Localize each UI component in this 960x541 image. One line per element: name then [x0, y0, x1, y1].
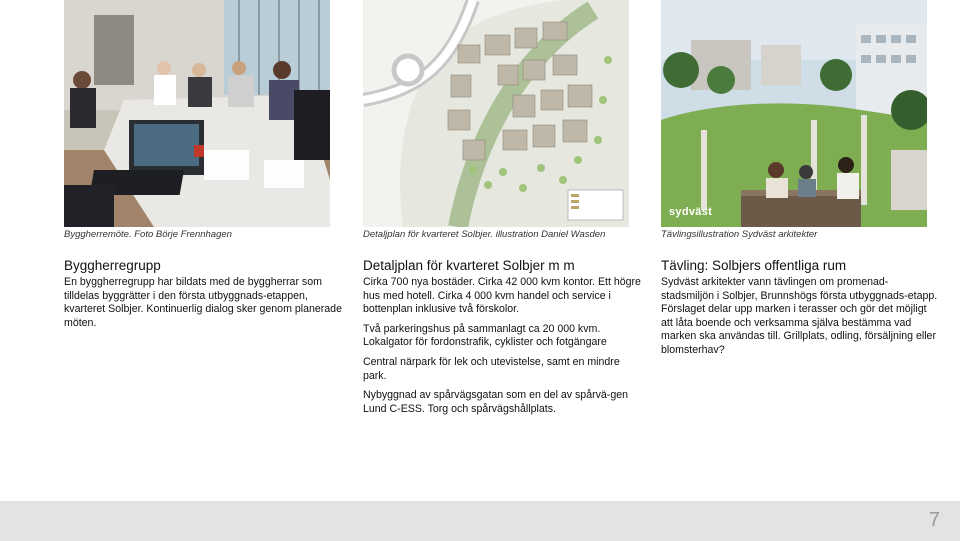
paragraph: Cirka 700 nya bostäder. Cirka 42 000 kvm kontor. Ett högre hus med hotell. Cirka 4 000 kvm handel och service i bottenplan inklusive två förskolor.	[363, 276, 641, 316]
section-heading: Tävling: Solbjers offentliga rum	[661, 258, 847, 273]
paragraph: En byggherregrupp har bildats med de byggherrar som tilldelas byggrätter i den första utbyggnads-etappen, kvarteret Solbjer. Kontinuerlig dialog sker genom planerade möten.	[64, 276, 342, 329]
competition-illustration	[661, 0, 927, 227]
competition-drawing	[661, 0, 927, 227]
site-plan-illustration	[363, 0, 629, 227]
site-plan-drawing	[363, 0, 629, 227]
paragraph: Två parkeringshus på sammanlagt ca 20 000 kvm. Lokalgator för fordonstrafik, cyklister och fotgängare	[363, 322, 607, 349]
section-body	[661, 276, 941, 364]
photo-caption: Byggherremöte. Foto Börje Frennhagen	[64, 229, 232, 240]
section-body	[363, 276, 643, 422]
page-number: 7	[928, 509, 940, 531]
section-heading: Detaljplan för kvarteret Solbjer m m	[363, 258, 575, 273]
paragraph: Sydväst arkitekter vann tävlingen om promenad-stadsmiljön i Solbjer, Brunnshögs första utbyggnads-etapp. Förslaget delar upp marken i terasser och gör det möjligt att låta boende och verksamma själva bestämma vad marken ska användas till. Grillplats, odling, försäljning eller blomsterhav?	[661, 276, 938, 356]
paragraph: Central närpark för lek och utevistelse, samt en mindre park.	[363, 355, 620, 382]
paragraph: Nybyggnad av spårvägsgatan som en del av spårvä-gen Lund C-ESS. Torg och spårvägshållplats.	[363, 389, 629, 415]
meeting-photo	[64, 0, 330, 227]
illustration-caption: Detaljplan för kvarteret Solbjer. illustration Daniel Wasden	[363, 229, 606, 240]
section-body	[64, 276, 344, 336]
page-footer	[0, 501, 960, 541]
sydvast-logo: sydväst	[669, 206, 713, 218]
section-heading: Byggherregrupp	[64, 258, 161, 273]
meeting-photo-drawing	[64, 0, 330, 227]
illustration-caption: Tävlingsillustration Sydväst arkitekter	[661, 229, 818, 240]
